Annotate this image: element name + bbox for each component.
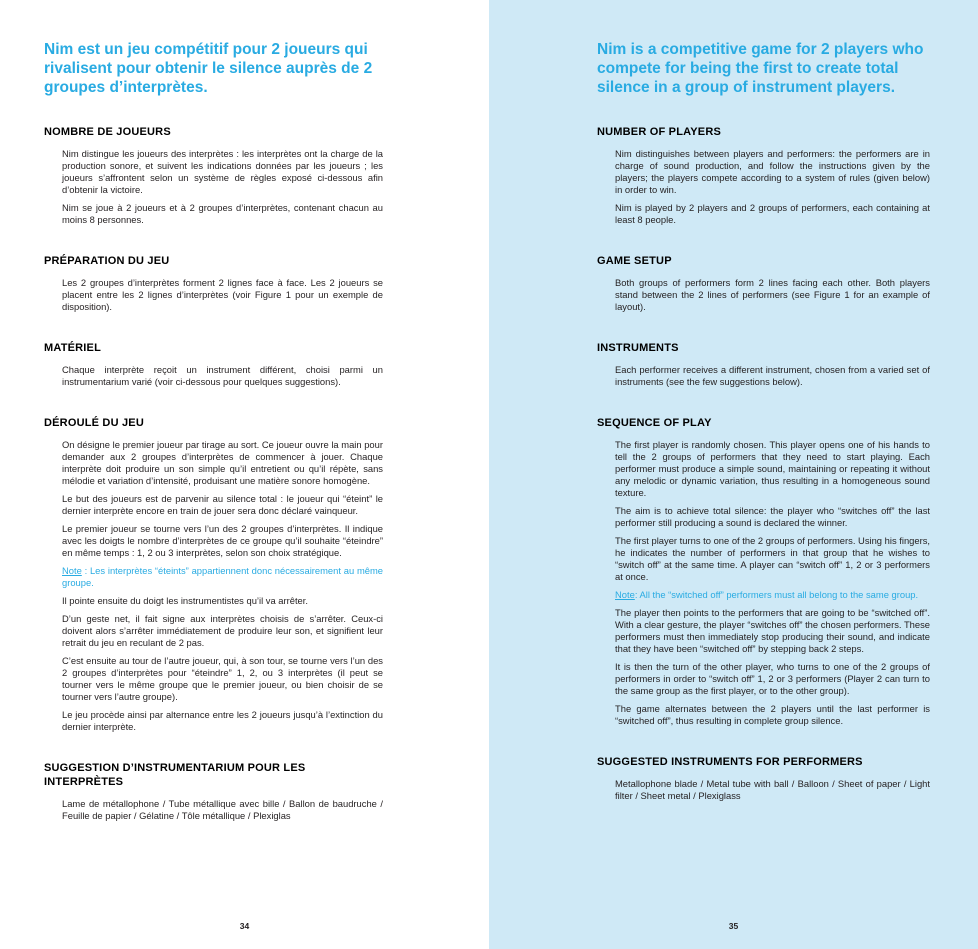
body-paragraph: Il pointe ensuite du doigt les instrumentistes qu’il va arrêter. <box>62 595 308 606</box>
body-paragraph: Nim se joue à 2 joueurs et à 2 groupes d’interprètes, contenant chacun au moins 8 personnes. <box>62 202 383 225</box>
section-heading: PRÉPARATION DU JEU <box>44 255 170 267</box>
note-paragraph: Note: All the “switched off” performers must all belong to the same group. <box>615 589 919 600</box>
sections-english <box>597 125 930 802</box>
section-heading: MATÉRIEL <box>44 342 102 354</box>
page-title-english: Nim is a competitive game for 2 players who compete for being the first to create total silence in a group of instrument players. <box>597 41 924 96</box>
body-paragraph: Lame de métallophone / Tube métallique avec bille / Ballon de baudruche / Feuille de papier / Gélatine / Tôle métallique / Plexiglas <box>62 798 383 821</box>
body-paragraph: Both groups of performers form 2 lines facing each other. Both players stand between the 2 lines of performers (see Figure 1 for an example of layout). <box>615 277 930 312</box>
page-english <box>489 0 978 949</box>
section-heading: INSTRUMENTS <box>597 342 679 354</box>
body-paragraph: Les 2 groupes d’interprètes forment 2 lignes face à face. Les 2 joueurs se placent entre les 2 lignes d’interprètes (voir Figure 1 pour un exemple de disposition). <box>62 277 383 312</box>
body-paragraph: Le jeu procède ainsi par alternance entre les 2 joueurs jusqu’à l’extinction du dernier interprète. <box>62 709 383 732</box>
body-paragraph: The first player turns to one of the 2 groups of performers. Using his fingers, he indicates the number of performers in that group that he wishes to “switch off” at the same time. A player can “switch off” 1, 2 or 3 performers at once. <box>615 535 930 582</box>
body-paragraph: Le but des joueurs est de parvenir au silence total : le joueur qui “éteint” le dernier interprète encore en train de jouer sera donc déclaré vainqueur. <box>62 493 383 516</box>
note-label: Note <box>615 589 635 600</box>
section-heading: GAME SETUP <box>597 255 672 267</box>
body-paragraph: Chaque interprète reçoit un instrument différent, choisi parmi un instrumentarium varié (voir ci-dessous pour quelques suggestions). <box>62 364 383 387</box>
body-paragraph: The aim is to achieve total silence: the player who “switches off” the last performer still producing a sound is declared the winner. <box>615 505 930 528</box>
page-number-right: 35 <box>728 921 739 931</box>
body-paragraph: Nim is played by 2 players and 2 groups of performers, each containing at least 8 people. <box>615 202 930 225</box>
body-paragraph: D’un geste net, il fait signe aux interprètes choisis de s’arrêter. Ceux-ci doivent alors s’arrêter immédiatement de produire leur son, et signifient leur retrait du jeu en reculant de 2 pas. <box>62 613 383 648</box>
body-paragraph: The game alternates between the 2 players until the last performer is “switched off”, thus resulting in complete group silence. <box>615 703 930 726</box>
page-number-left: 34 <box>239 921 250 931</box>
section-heading: SUGGESTED INSTRUMENTS FOR PERFORMERS <box>597 756 863 768</box>
section-heading: SEQUENCE OF PLAY <box>597 417 712 429</box>
note-label: Note <box>62 565 82 576</box>
body-paragraph: On désigne le premier joueur par tirage au sort. Ce joueur ouvre la main pour demander aux 2 groupes d’interprètes de commencer à jouer. Chaque interprète doit produire un son simple qu’il entretient ou qu’il répète, sans mélodie et variation d’intensité, produisant une matière sonore homogène. <box>62 439 383 486</box>
section-heading: NUMBER OF PLAYERS <box>597 126 722 138</box>
body-paragraph: The player then points to the performers that are going to be “switched off”. With a clear gesture, the player “switches off” the chosen performers. These performers must then immediately stop producing their sound, and indicate that they have been “switched off” by stepping back 2 steps. <box>615 607 930 654</box>
body-paragraph: Nim distinguishes between players and performers: the performers are in charge of sound production, and follow the instructions given by the players; the players compete according to a system of rules (given below) in order to win. <box>615 148 930 195</box>
section-heading: NOMBRE DE JOUEURS <box>44 126 171 138</box>
body-paragraph: Nim distingue les joueurs des interprètes : les interprètes ont la charge de la production sonore, et suivent les indications données par les joueurs ; les joueurs s’affrontent selon un système de règles exposé ci-dessous afin d’obtenir la victoire. <box>62 148 383 195</box>
body-paragraph: The first player is randomly chosen. This player opens one of his hands to tell the 2 groups of performers that they need to start playing. Each performer must produce a simple sound, maintaining or repeating it without any melodic or dynamic variation, thus resulting in a homogeneous sound texture. <box>615 439 930 498</box>
note-paragraph: Note : Les interprètes “éteints” appartiennent donc nécessairement au même groupe. <box>62 565 383 588</box>
body-paragraph: C’est ensuite au tour de l’autre joueur, qui, à son tour, se tourne vers l’un des 2 groupes d’interprètes pour “éteindre” 1, 2, ou 3 interprètes (il peut se tourner vers le même groupe que le premier joueur, ou bien choisir de se tourner vers l’autre groupe). <box>62 655 383 702</box>
body-paragraph: Metallophone blade / Metal tube with ball / Balloon / Sheet of paper / Light filter / Sheet metal / Plexiglass <box>615 778 930 801</box>
page-title-french: Nim est un jeu compétitif pour 2 joueurs qui rivalisent pour obtenir le silence auprès de 2 groupes d’interprètes. <box>44 41 373 96</box>
section-heading: SUGGESTION D’INSTRUMENTARIUM POUR LES INTERPRÈTES <box>44 762 306 788</box>
section-heading: DÉROULÉ DU JEU <box>44 417 144 429</box>
sections-french <box>44 125 383 822</box>
body-paragraph: Le premier joueur se tourne vers l’un des 2 groupes d’interprètes. Il indique avec les doigts le nombre d’interprètes de ce groupe qu’il souhaite “éteindre” en même temps : 1, 2 ou 3 interprètes, selon son choix stratégique. <box>62 523 383 558</box>
body-paragraph: Each performer receives a different instrument, chosen from a varied set of instruments (see the few suggestions below). <box>615 364 930 387</box>
body-paragraph: It is then the turn of the other player, who turns to one of the 2 groups of performers in order to “switch off” 1, 2 or 3 performers (Player 2 can turn to the same group as the first player, or to the other group). <box>615 661 930 696</box>
